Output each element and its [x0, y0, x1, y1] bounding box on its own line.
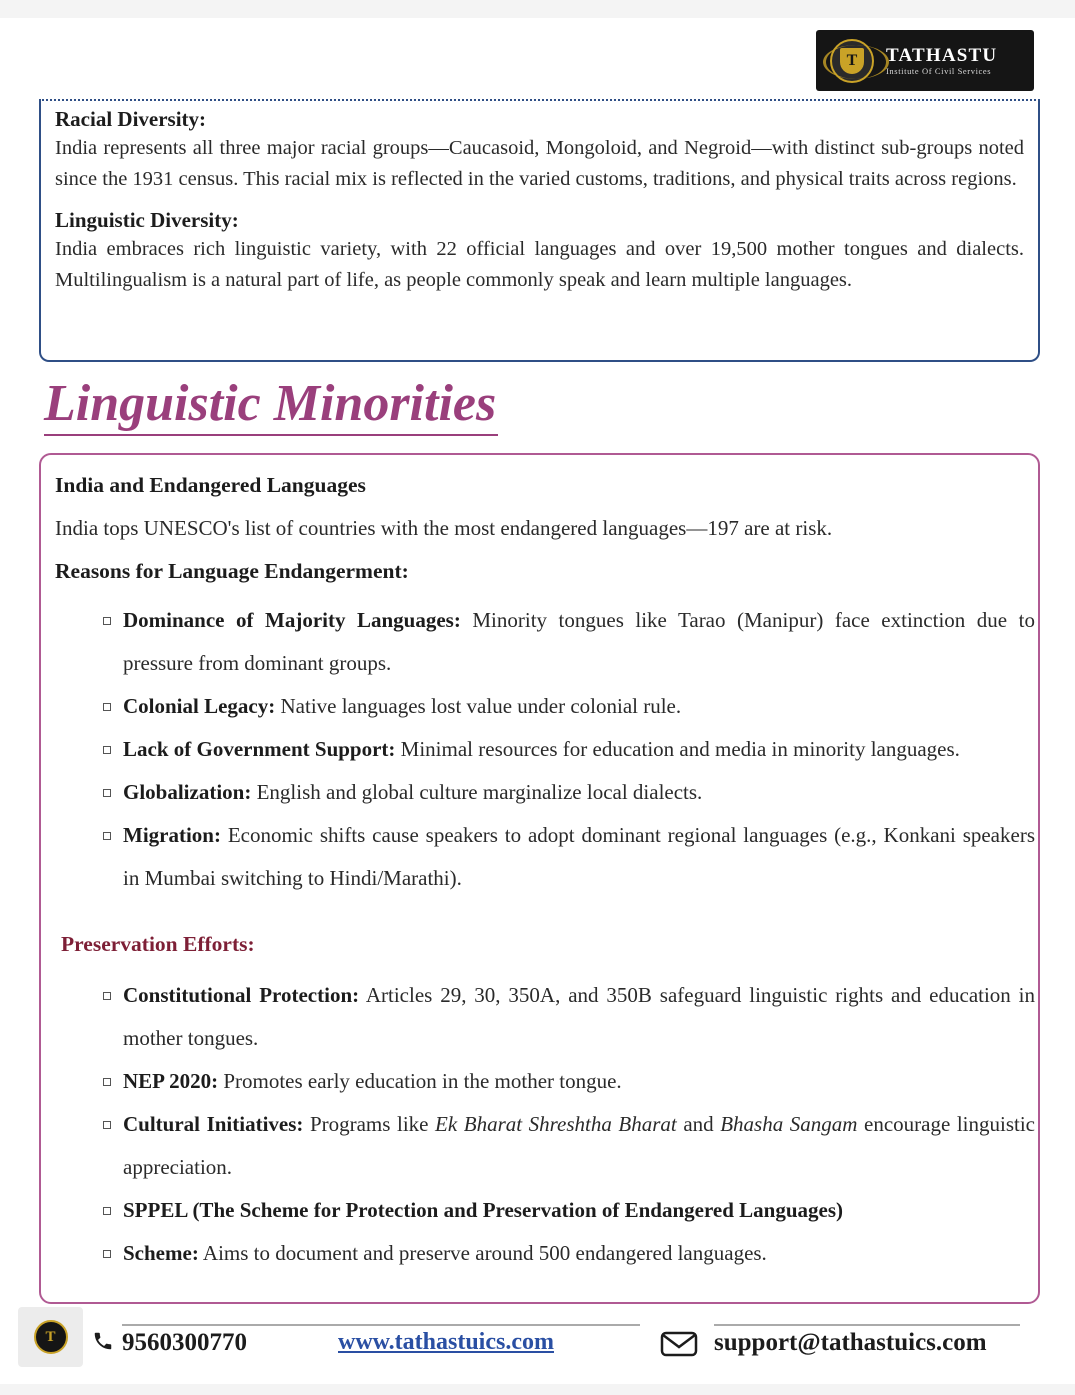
reasons-title: Reasons for Language Endangerment: — [55, 559, 409, 583]
diversity-box — [39, 99, 1040, 362]
item-text: and — [676, 1112, 721, 1136]
square-bullet-icon — [103, 789, 111, 797]
list-item — [103, 1103, 1035, 1189]
item-text: Articles 29, 30, 350A, and 350B safeguard linguistic rights and education in mother tongues. — [123, 983, 1036, 1050]
crest-icon: T — [34, 1320, 68, 1354]
item-text: Minority tongues like Tarao (Manipur) face extinction due to pressure from dominant groups. — [123, 608, 1035, 675]
item-text: Promotes early education in the mother tongue. — [218, 1069, 622, 1093]
list-item — [103, 685, 1035, 728]
square-bullet-icon — [103, 617, 111, 625]
item-text: Economic shifts cause speakers to adopt dominant regional languages (e.g., Konkani speakers in Mumbai switching to Hindi/Marathi). — [123, 823, 1035, 890]
top-strip — [0, 0, 1075, 18]
item-text: Aims to document and preserve around 500 endangered languages. — [198, 1241, 767, 1265]
preservation-list — [103, 974, 1035, 1275]
email-address[interactable]: support@tathastuics.com — [714, 1324, 1020, 1358]
brand-tagline: Institute Of Civil Services — [886, 65, 992, 76]
item-text: encourage linguistic appreciation. — [123, 1112, 1035, 1179]
phone-icon — [92, 1330, 114, 1352]
item-text: Native languages lost value under colonial rule. — [275, 694, 682, 718]
list-item — [103, 599, 1035, 685]
crest-icon — [830, 39, 874, 83]
website-link[interactable]: www.tathastuics.com — [338, 1329, 554, 1355]
square-bullet-icon — [103, 1207, 111, 1215]
mail-icon — [660, 1331, 698, 1357]
page-heading: Linguistic Minorities — [44, 374, 498, 436]
racial-diversity-text: India represents all three major racial groups—Caucasoid, Mongoloid, and Negroid—with distinct sub-groups noted since the 1931 census. This racial mix is reflected in the varied customs, traditions, and physical traits across regions. — [55, 137, 1024, 190]
item-label: Constitutional Protection: — [123, 983, 360, 1007]
list-item — [103, 771, 1035, 814]
item-label: Migration: — [123, 823, 221, 847]
bottom-strip — [0, 1384, 1075, 1395]
list-item — [103, 974, 1035, 1060]
footer-logo — [18, 1307, 83, 1367]
endangered-box — [39, 453, 1040, 1304]
list-item — [103, 1060, 1035, 1103]
linguistic-diversity-title: Linguistic Diversity: — [55, 208, 239, 232]
item-label: Cultural Initiatives: — [123, 1112, 304, 1136]
square-bullet-icon — [103, 1250, 111, 1258]
linguistic-diversity-text: India embraces rich linguistic variety, with 22 official languages and over 19,500 mother tongues and dialects. Multilingualism is a natural part of life, as people commonly speak and learn multiple languages. — [55, 238, 1024, 291]
item-label: NEP 2020: — [123, 1069, 219, 1093]
square-bullet-icon — [103, 703, 111, 711]
reasons-list — [103, 599, 1035, 900]
item-label: Globalization: — [123, 780, 252, 804]
endangered-title: India and Endangered Languages — [55, 473, 366, 497]
list-item — [103, 1232, 1035, 1275]
program-name: Bhasha Sangam — [720, 1112, 858, 1136]
brand-logo — [816, 30, 1034, 91]
item-text: Minimal resources for education and media in minority languages. — [395, 737, 960, 761]
square-bullet-icon — [103, 832, 111, 840]
phone-number[interactable]: 9560300770 — [122, 1324, 640, 1358]
square-bullet-icon — [103, 1121, 111, 1129]
brand-name: TATHASTU — [886, 44, 998, 66]
racial-diversity-title: Racial Diversity: — [55, 107, 207, 131]
item-label: Lack of Government Support: — [123, 737, 396, 761]
item-label: Scheme: — [123, 1241, 199, 1265]
square-bullet-icon — [103, 992, 111, 1000]
list-item — [103, 1189, 1035, 1232]
preservation-title: Preservation Efforts: — [61, 932, 255, 956]
item-label: SPPEL (The Scheme for Protection and Preservation of Endangered Languages) — [123, 1198, 844, 1222]
list-item — [103, 728, 1035, 771]
endangered-text: India tops UNESCO's list of countries with the most endangered languages—197 are at risk. — [55, 516, 833, 540]
item-label: Dominance of Majority Languages: — [123, 608, 461, 632]
program-name: Ek Bharat Shreshtha Bharat — [435, 1112, 677, 1136]
logo-letter: T — [840, 48, 864, 74]
square-bullet-icon — [103, 746, 111, 754]
item-label: Colonial Legacy: — [123, 694, 276, 718]
list-item — [103, 814, 1035, 900]
item-text: Programs like — [303, 1112, 436, 1136]
square-bullet-icon — [103, 1078, 111, 1086]
item-text: English and global culture marginalize local dialects. — [251, 780, 703, 804]
